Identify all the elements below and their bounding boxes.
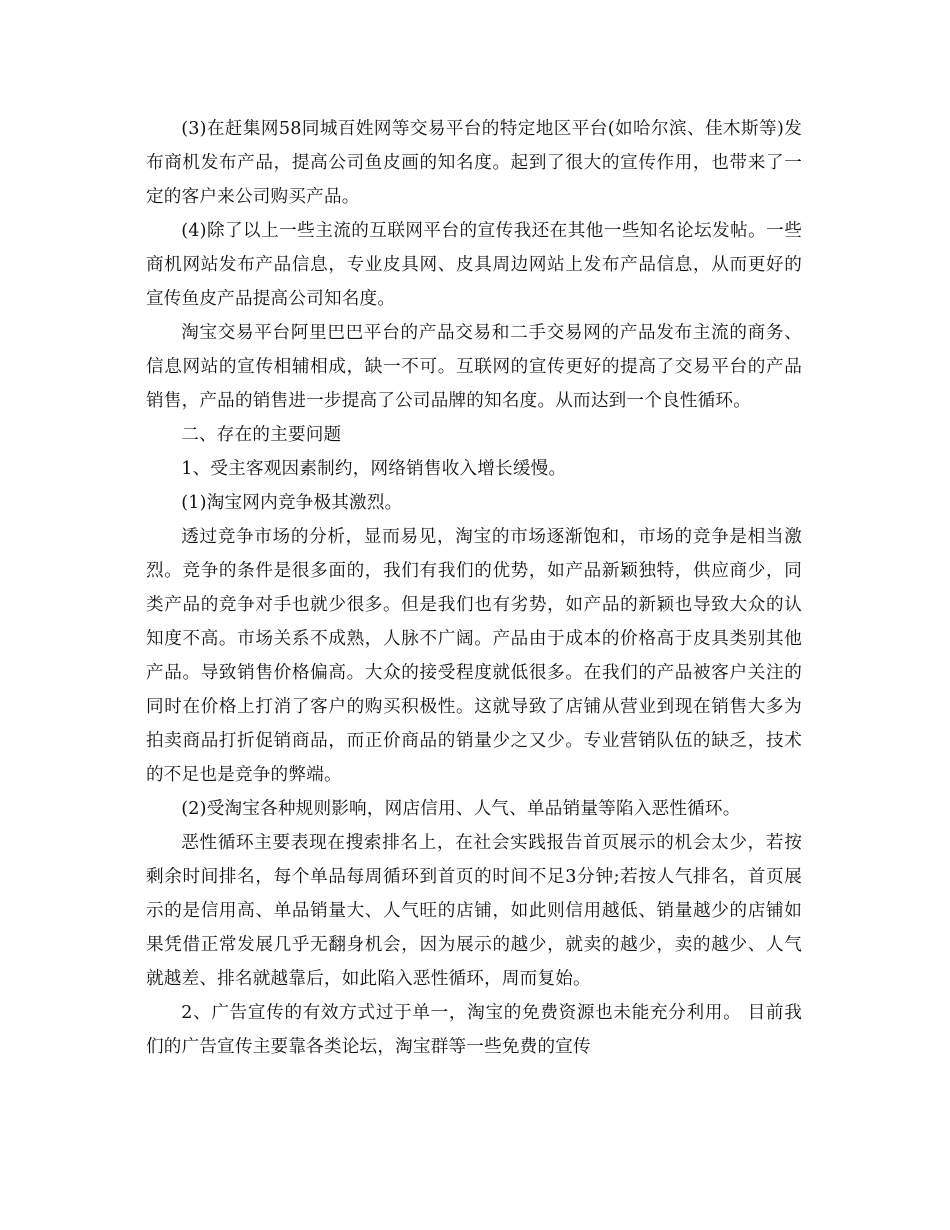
paragraph-synergy: 淘宝交易平台阿里巴巴平台的产品交易和二手交易网的产品发布主流的商务、信息网站的宣传相辅相成，缺一不可。互联网的宣传更好的提高了交易平台的产品销售，产品的销售进一步提高了公司品牌的知名度。从而达到一个良性循环。	[146, 323, 802, 411]
subheading-rules: (2)受淘宝各种规则影响，网店信用、人气、单品销量等陷入恶性循环。	[181, 799, 741, 819]
paragraph-forums-4: (4)除了以上一些主流的互联网平台的宣传我还在其他一些知名论坛发帖。一些商机网站发布产品信息，专业皮具网、皮具周边网站上发布产品信息，从而更好的宣传鱼皮产品提高公司知名度。	[146, 221, 802, 309]
document-body	[146, 112, 802, 1064]
subheading-competition: (1)淘宝网内竞争极其激烈。	[181, 493, 403, 513]
paragraph-competition-analysis: 透过竞争市场的分析，显而易见，淘宝的市场逐渐饱和，市场的竞争是相当激烈。竞争的条件是很多面的，我们有我们的优势，如产品新颖独特，供应商少，同类产品的竞争对手也就少很多。但是我们也有劣势，如产品的新颖也导致大众的认知度不高。市场关系不成熟，人脉不广阔。产品由于成本的价格高于皮具类别其他产品。导致销售价格偏高。大众的接受程度就低很多。在我们的产品被客户关注的同时在价格上打消了客户的购买积极性。这就导致了店铺从营业到现在销售大多为拍卖商品打折促销商品，而正价商品的销量少之又少。专业营销队伍的缺乏，技术的不足也是竞争的弊端。	[146, 527, 802, 785]
paragraph-platform-3: (3)在赶集网58同城百姓网等交易平台的特定地区平台(如哈尔滨、佳木斯等)发布商机发布产品，提高公司鱼皮画的知名度。起到了很大的宣传作用，也带来了一定的客户来公司购买产品。	[146, 119, 802, 207]
subheading-sales-growth: 1、受主客观因素制约，网络销售收入增长缓慢。	[181, 459, 567, 479]
section-heading-problems: 二、存在的主要问题	[181, 425, 342, 445]
paragraph-advertising: 2、广告宣传的有效方式过于单一，淘宝的免费资源也未能充分利用。 目前我们的广告宣传主要靠各类论坛，淘宝群等一些免费的宣传	[146, 1003, 802, 1057]
paragraph-vicious-cycle: 恶性循环主要表现在搜索排名上，在社会实践报告首页展示的机会太少，若按剩余时间排名，每个单品每周循环到首页的时间不足3分钟;若按人气排名，首页展示的是信用高、单品销量大、人气旺的店铺，如此则信用越低、销量越少的店铺如果凭借正常发展几乎无翻身机会，因为展示的越少，就卖的越少，卖的越少、人气就越差、排名就越靠后，如此陷入恶性循环，周而复始。	[146, 833, 802, 989]
